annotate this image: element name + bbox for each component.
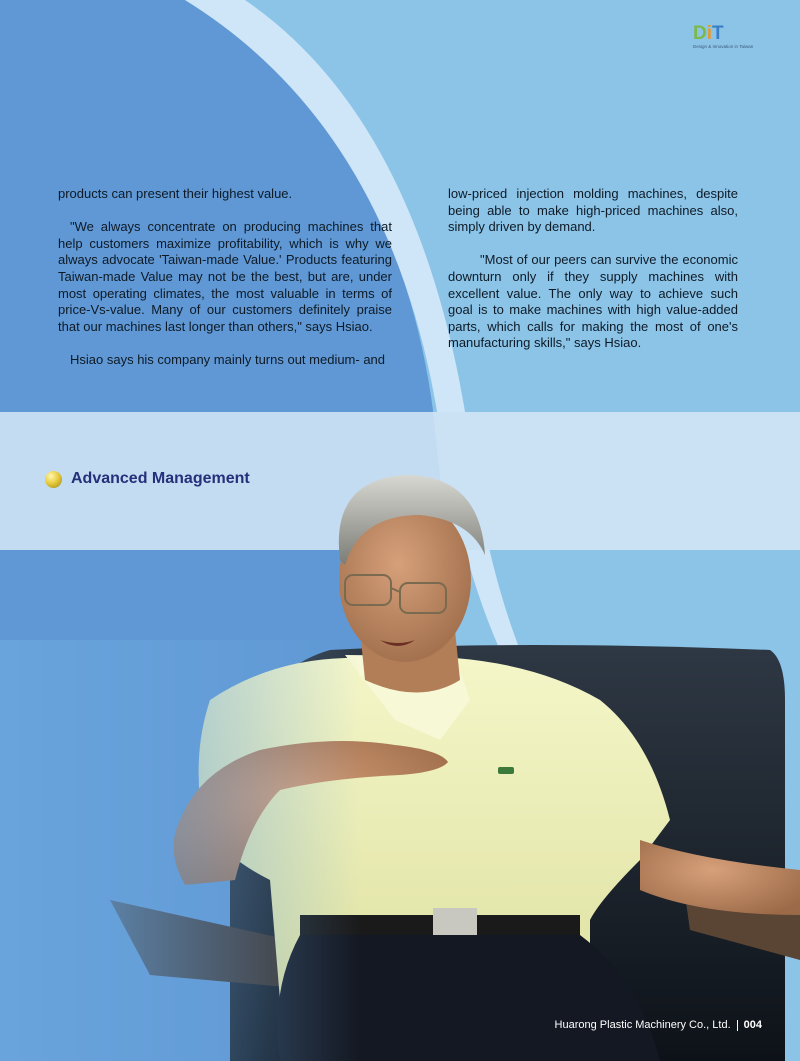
dit-logo-mark: DiT — [693, 23, 724, 44]
page-number: 004 — [743, 1019, 762, 1031]
paragraph: Hsiao says his company mainly turns out medium- and — [70, 351, 386, 367]
paragraph: low-priced injection molding machines, despite being able to make high-priced machines also, simply driven by demand. — [448, 186, 738, 235]
dit-logo — [693, 24, 768, 49]
page-footer — [555, 1019, 762, 1031]
footer-company: Huarong Plastic Machinery Co., Ltd. — [554, 1019, 731, 1031]
gold-bullet-icon — [45, 471, 62, 488]
section-heading — [45, 470, 250, 488]
dit-logo-subtitle: Design & Innovation in Taiwan — [693, 44, 754, 49]
paragraph: "We always concentrate on producing machines that help customers maximize profitability, which is why we always advocate 'Taiwan-made Value.' Products featuring Taiwan-made Value may not be the best, but are, under most operating climates, the most valuable in terms of price-Vs-value. Many of our customers definitely praise that our machines last longer than others," says Hsiao. — [58, 219, 392, 334]
paragraph: "Most of our peers can survive the economic downturn only if they supply machines with excellent value. The only way to achieve such goal is to make machines with high value-added parts, which calls for making the most of one's manufacturing skills," says Hsiao. — [448, 252, 738, 351]
section-title: Advanced Management — [71, 470, 250, 487]
article-column-left — [58, 186, 392, 369]
footer-divider — [737, 1020, 738, 1031]
article-column-right — [448, 186, 738, 352]
paragraph: products can present their highest value. — [58, 186, 293, 201]
